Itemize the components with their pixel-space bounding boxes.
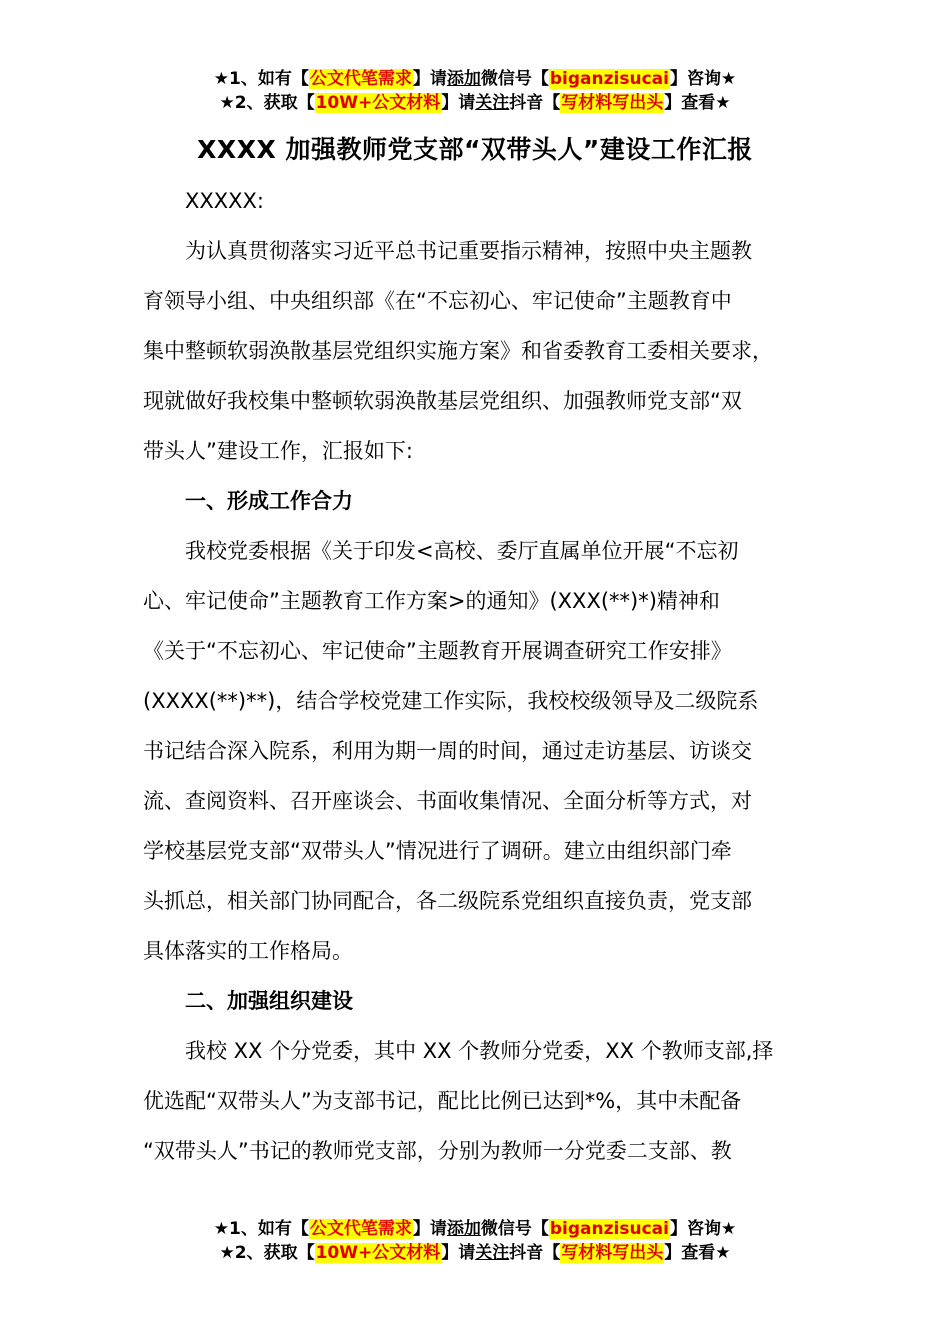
paragraph-line: 现就做好我校集中整顿软弱涣散基层党组织、加强教师党支部“双 (143, 389, 742, 413)
highlight-text: biganzisucai (549, 1219, 669, 1239)
paragraph-line: 集中整顿软弱涣散基层党组织实施方案》和省委教育工委相关要求， (143, 339, 773, 363)
highlight-text: 10W+公文材料 (315, 1243, 441, 1263)
paragraph-line: 学校基层党支部“双带头人”情况进行了调研。建立由组织部门牵 (143, 839, 732, 863)
paragraph-line: 《关于“不忘初心、牢记使命”主题教育开展调查研究工作安排》 (143, 639, 732, 663)
highlight-text: 10W+公文材料 (315, 93, 441, 113)
paragraph-line: 具体落实的工作格局。 (143, 939, 353, 963)
paragraph-line: (XXXX(**)**)，结合学校党建工作实际，我校校级领导及二级院系 (143, 689, 759, 713)
document-title: XXXX 加强教师党支部“双带头人”建设工作汇报 (197, 135, 753, 164)
paragraph-line: 我校党委根据《关于印发<高校、委厅直属单位开展“不忘初 (185, 539, 739, 563)
paragraph-line: 我校 XX 个分党委，其中 XX 个教师分党委，XX 个教师支部,择 (185, 1039, 774, 1063)
paragraph-line: 带头人”建设工作，汇报如下: (143, 439, 413, 463)
document-body (143, 176, 808, 1176)
paragraph-line: 书记结合深入院系，利用为期一周的时间，通过走访基层、访谈交 (143, 739, 752, 763)
paragraph-line: “双带头人”书记的教师党支部，分别为教师一分党委二支部、教 (143, 1139, 732, 1163)
paragraph-line: 育领导小组、中央组织部《在“不忘初心、牢记使命”主题教育中 (143, 289, 732, 313)
promo-line-2: ★2、获取【10W+公文材料】请关注抖音【写材料写出头】查看★ (219, 93, 731, 113)
promo-line-1: ★1、如有【公文代笔需求】请添加微信号【biganzisucai】咨询★ (213, 69, 737, 89)
paragraph-line: 流、查阅资料、召开座谈会、书面收集情况、全面分析等方式，对 (143, 789, 752, 813)
highlight-text: biganzisucai (549, 69, 669, 89)
promo-line-2: ★2、获取【10W+公文材料】请关注抖音【写材料写出头】查看★ (219, 1243, 731, 1263)
section-heading: 一、形成工作合力 (185, 489, 353, 513)
paragraph-line: 为认真贯彻落实习近平总书记重要指示精神，按照中央主题教 (185, 239, 752, 263)
paragraph-line: 心、牢记使命”主题教育工作方案>的通知》(XXX(**)*)精神和 (143, 589, 720, 613)
highlight-text: 公文代笔需求 (309, 1219, 412, 1239)
promo-banner-bottom (0, 1217, 950, 1265)
section-heading: 二、加强组织建设 (185, 989, 353, 1013)
highlight-text: 写材料写出头 (561, 1243, 664, 1263)
paragraph-line: 头抓总，相关部门协同配合，各二级院系党组织直接负责，党支部 (143, 889, 752, 913)
highlight-text: 写材料写出头 (561, 93, 664, 113)
promo-banner-top (0, 67, 950, 115)
salutation: XXXXX: (185, 189, 265, 213)
paragraph-line: 优选配“双带头人”为支部书记，配比比例已达到*%，其中未配备 (143, 1089, 742, 1113)
highlight-text: 公文代笔需求 (309, 69, 412, 89)
promo-line-1: ★1、如有【公文代笔需求】请添加微信号【biganzisucai】咨询★ (213, 1219, 737, 1239)
